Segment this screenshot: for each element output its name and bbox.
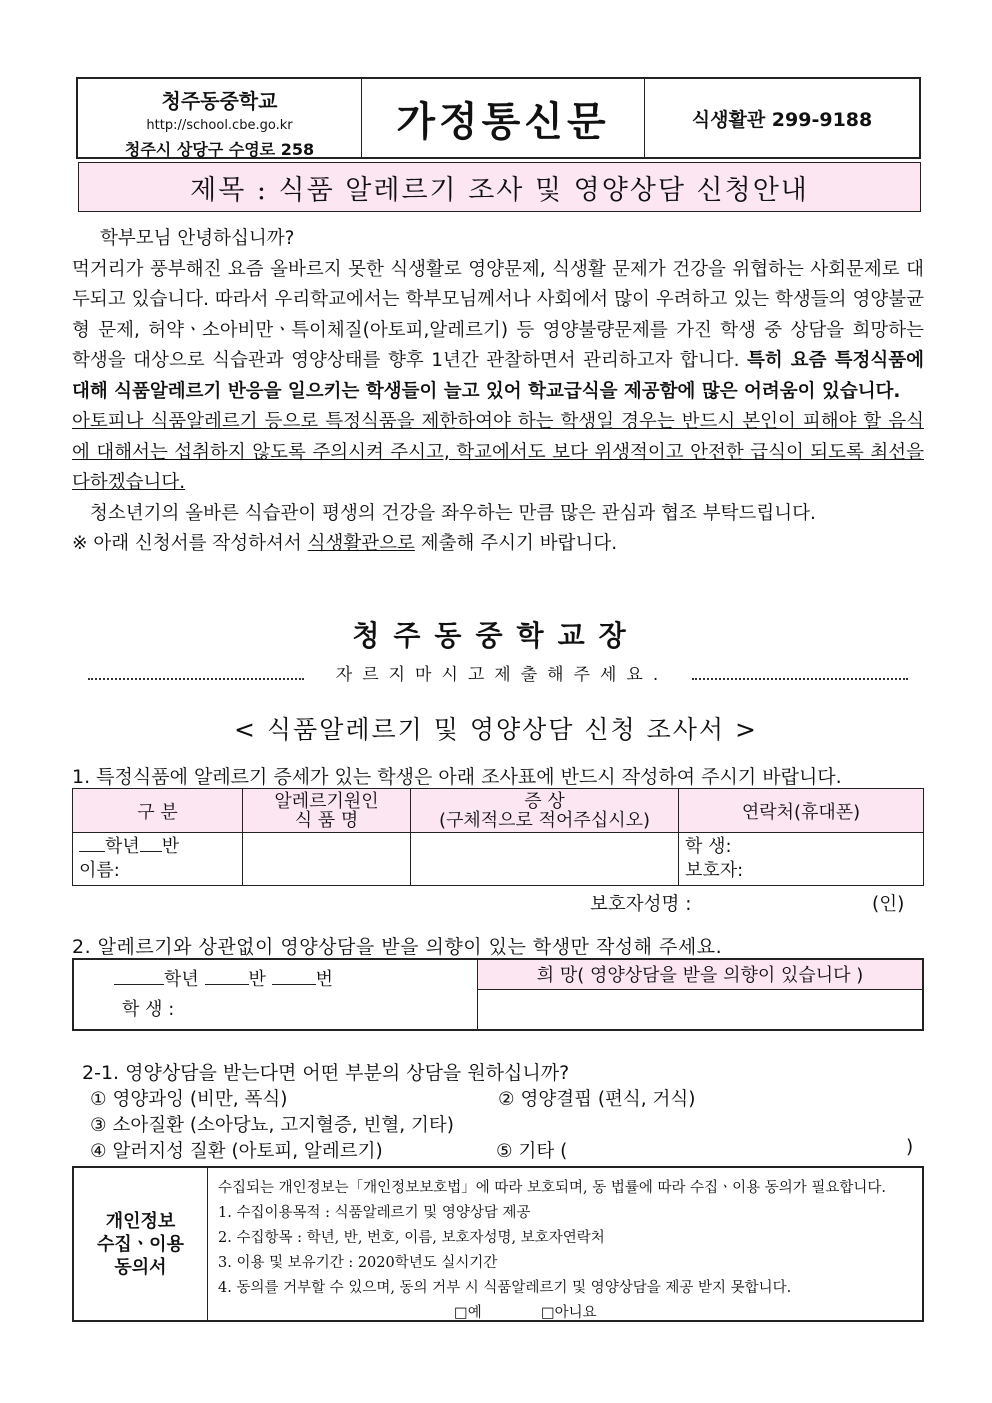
counsel-student-label: 학 생 :: [122, 998, 175, 1020]
consent-yes-checkbox[interactable]: □예: [454, 1305, 482, 1321]
consent-content: [208, 1168, 922, 1320]
consent-label: [74, 1168, 208, 1320]
consent-label-line1: 개인정보: [105, 1210, 176, 1232]
counsel-row-1: [73, 959, 923, 989]
dotted-line-right: [692, 666, 908, 680]
col-allergen: [243, 789, 411, 833]
note-place: 식생활관으로: [307, 533, 415, 554]
counsel-table: [72, 958, 924, 1031]
allergy-table-header: [73, 789, 924, 833]
counsel-class-label: 반: [248, 968, 266, 990]
subject-banner: 제목 : 식품 알레르기 조사 및 영양상담 신청안내: [78, 162, 921, 212]
guardian-sign-label: 보호자성명 :: [590, 894, 692, 915]
allergy-table: [72, 788, 924, 886]
school-url[interactable]: http://school.cbe.go.kr: [146, 118, 293, 133]
counsel-student-cell[interactable]: [73, 959, 478, 1030]
col-category: 구 분: [73, 789, 243, 833]
cut-line: [88, 660, 908, 685]
student-cell[interactable]: [73, 833, 243, 886]
counsel-class-blank[interactable]: [205, 984, 249, 985]
col-symptom-line1: 증 상: [524, 790, 565, 812]
option-4[interactable]: ④ 알러지성 질환 (아토피, 알레르기): [90, 1141, 383, 1162]
allergy-table-row: [73, 833, 924, 886]
school-name: 청주동중학교: [161, 89, 278, 113]
class-blank[interactable]: [140, 851, 162, 852]
body-paragraph-1: [72, 255, 924, 408]
option-2[interactable]: ② 영양결핍 (편식, 거식): [498, 1089, 696, 1110]
col-allergen-line1: 알레르기원인: [274, 790, 379, 812]
counsel-number-label: 번: [315, 968, 334, 990]
counsel-grade-label: 학년: [164, 968, 199, 990]
wish-header: 희 망( 영양상담을 받을 의향이 있습니다 ): [478, 959, 924, 989]
consent-box: [72, 1166, 924, 1322]
form-title: < 식품알레르기 및 영양상담 신청 조사서 >: [234, 715, 758, 744]
principal-signature: 청주동중학교장: [352, 619, 640, 652]
consent-no-checkbox[interactable]: □아니요: [540, 1305, 597, 1321]
col-symptom-line2: (구체적으로 적어주십시오): [438, 809, 651, 831]
seal-mark: (인): [872, 894, 905, 915]
body-paragraph-3: 청소년기의 올바른 식습관이 평생의 건강을 좌우하는 만큼 많은 관심과 협조 부탁드립니다.: [90, 502, 816, 524]
contact-info: 식생활관 299-9188: [691, 108, 873, 131]
grade-blank[interactable]: [79, 851, 105, 852]
school-info: [78, 79, 362, 157]
counsel-grade-class: [114, 965, 471, 995]
school-address: 청주시 상당구 수영로 258: [124, 140, 315, 159]
col-contact: 연락처(휴대폰): [679, 789, 924, 833]
col-allergen-line2: 식 품 명: [294, 809, 359, 831]
greeting: 학부모님 안녕하십니까?: [100, 228, 295, 249]
question-2-1: 2-1. 영양상담을 받는다면 어떤 부분의 상담을 원하십니까?: [82, 1062, 570, 1084]
cut-instruction: 자르지마시고제출해주세요.: [335, 665, 669, 685]
consent-item: 1. 수집이용목적 : 식품알레르기 및 영양상담 제공: [218, 1205, 531, 1221]
wish-input-cell[interactable]: [478, 989, 924, 1030]
consent-intro: 수집되는 개인정보는「개인정보보호법」에 따라 보호되며, 동 법률에 따라 수집ㆍ이용 동의가 필요합니다.: [218, 1180, 886, 1196]
body-paragraph-2: 아토피나 식품알레르기 등으로 특정식품을 제한하여야 하는 학생일 경우는 반드시 본인이 피해야 할 음식에 대해서는 섭취하지 않도록 주의시켜 주시고, 학교에서도 보다 위생적이고 안전한 급식이 되도록 최선을 다하겠습니다.: [72, 411, 924, 493]
doc-title: 가정통신문: [362, 79, 645, 157]
grade-class: [79, 835, 236, 859]
student-phone-label: 학 생:: [685, 836, 732, 857]
dotted-line-left: [88, 666, 304, 680]
name-label: 이름:: [79, 860, 120, 881]
guardian-phone-label: 보호자:: [685, 860, 744, 881]
submit-note: [72, 529, 924, 560]
col-symptom: [411, 789, 679, 833]
question-1: 1. 특정식품에 알레르기 증세가 있는 학생은 아래 조사표에 반드시 작성하여 주시기 바랍니다.: [72, 766, 842, 788]
counsel-grade-blank[interactable]: [114, 984, 164, 985]
contact-input-cell[interactable]: [679, 833, 924, 886]
consent-item: 3. 이용 및 보유기간 : 2020학년도 실시기간: [218, 1255, 498, 1271]
consent-choices: [218, 1301, 912, 1326]
option-5-close: ): [906, 1137, 914, 1158]
option-1[interactable]: ① 영양과잉 (비만, 폭식): [90, 1089, 288, 1110]
note-suffix: 제출해 주시기 바랍니다.: [414, 533, 618, 554]
option-3[interactable]: ③ 소아질환 (소아당뇨, 고지혈증, 빈혈, 기타): [90, 1115, 455, 1136]
document-header: [76, 77, 921, 159]
class-label: 반: [161, 836, 180, 857]
para1-text: 먹거리가 풍부해진 요즘 올바르지 못한 식생활로 영양문제, 식생활 문제가 건강을 위협하는 사회문제로 대두되고 있습니다. 따라서 우리학교에서는 학부모님께서나 사회에서 많이 우려하고 있는 학생들의 영양불균형 문제, 허약ㆍ소아비만ㆍ특이체질(아토피,알레르기) 등 영양불량문제를 가진 학생 중 상담을 희망하는 학생을 대상으로 식습관과 영양상태를 향후 1년간 관찰하면서 관리하고자 합니다.: [72, 258, 924, 371]
consent-item: 4. 동의를 거부할 수 있으며, 동의 거부 시 식품알레르기 및 영양상담을 제공 받지 못합니다.: [218, 1280, 792, 1296]
consent-item: 2. 수집항목 : 학년, 반, 번호, 이름, 보호자성명, 보호자연락처: [218, 1230, 605, 1246]
option-5[interactable]: ⑤ 기타 (: [496, 1141, 568, 1162]
counsel-number-blank[interactable]: [272, 984, 316, 985]
note-prefix: ※ 아래 신청서를 작성하셔서: [72, 533, 308, 554]
consent-label-line2: 수집ㆍ이용: [97, 1233, 184, 1255]
grade-label: 학년: [105, 836, 140, 857]
allergen-input-cell[interactable]: [243, 833, 411, 886]
question-2: 2. 알레르기와 상관없이 영양상담을 받을 의향이 있는 학생만 작성해 주세요.: [72, 936, 723, 958]
letter-body: [72, 224, 924, 560]
para1-bold-text: 특히 요즘 특정식품에 대해 식품알레르기 반응을 일으키는 학생들이 늘고 있어 학교급식을 제공함에 많은 어려움이 있습니다.: [72, 350, 924, 402]
symptom-input-cell[interactable]: [411, 833, 679, 886]
consent-label-line3: 동의서: [114, 1256, 167, 1278]
